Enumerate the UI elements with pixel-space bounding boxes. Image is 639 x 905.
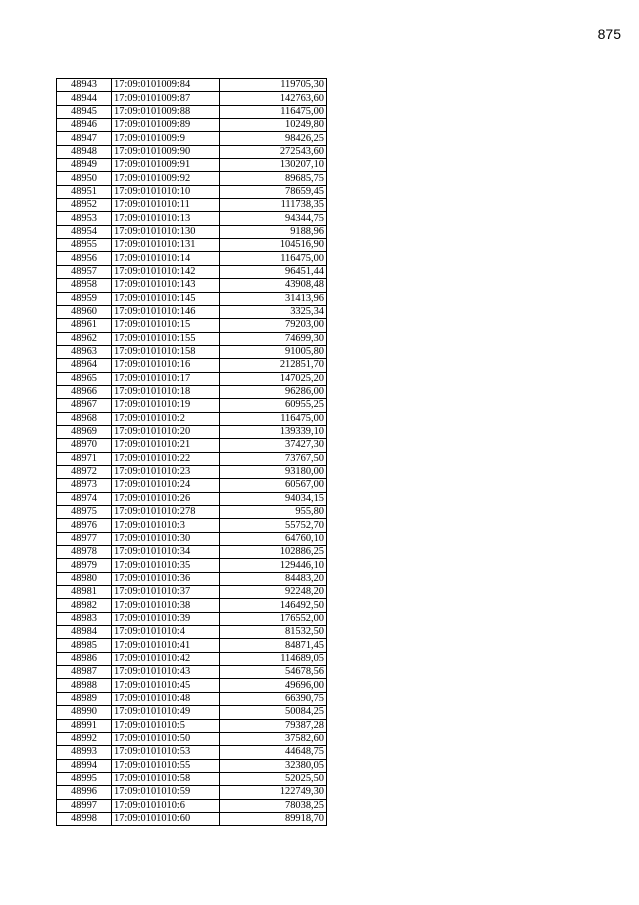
table-row [57,79,327,92]
row-id-cell: 48975 [57,506,112,519]
cadastral-number-cell: 17:09:0101010:55 [112,759,220,772]
table-row [57,345,327,358]
table-row [57,332,327,345]
cadastral-number-cell: 17:09:0101010:30 [112,532,220,545]
amount-cell: 122749,30 [220,786,327,799]
amount-cell: 96286,00 [220,385,327,398]
cadastral-number-cell: 17:09:0101010:130 [112,225,220,238]
amount-cell: 84871,45 [220,639,327,652]
table-row [57,425,327,438]
amount-cell: 96451,44 [220,265,327,278]
row-id-cell: 48974 [57,492,112,505]
cadastral-number-cell: 17:09:0101010:10 [112,185,220,198]
table-row [57,692,327,705]
table-row [57,772,327,785]
table-row [57,185,327,198]
cadastral-number-cell: 17:09:0101010:58 [112,772,220,785]
row-id-cell: 48972 [57,465,112,478]
row-id-cell: 48952 [57,199,112,212]
row-id-cell: 48983 [57,612,112,625]
table-row [57,172,327,185]
cadastral-number-cell: 17:09:0101010:21 [112,439,220,452]
cadastral-number-cell: 17:09:0101009:92 [112,172,220,185]
cadastral-number-cell: 17:09:0101009:9 [112,132,220,145]
amount-cell: 955,80 [220,506,327,519]
row-id-cell: 48990 [57,706,112,719]
table-row [57,385,327,398]
amount-cell: 60567,00 [220,479,327,492]
table-row [57,479,327,492]
amount-cell: 142763,60 [220,92,327,105]
row-id-cell: 48986 [57,652,112,665]
cadastral-number-cell: 17:09:0101010:53 [112,746,220,759]
amount-cell: 10249,80 [220,119,327,132]
amount-cell: 176552,00 [220,612,327,625]
row-id-cell: 48984 [57,626,112,639]
table-row [57,732,327,745]
amount-cell: 31413,96 [220,292,327,305]
table-row [57,319,327,332]
page-number: 875 [597,26,621,42]
table-row [57,279,327,292]
table-row [57,612,327,625]
cadastral-number-cell: 17:09:0101010:4 [112,626,220,639]
cadastral-number-cell: 17:09:0101010:36 [112,572,220,585]
row-id-cell: 48973 [57,479,112,492]
row-id-cell: 48959 [57,292,112,305]
row-id-cell: 48950 [57,172,112,185]
amount-cell: 37427,30 [220,439,327,452]
table-row [57,92,327,105]
row-id-cell: 48947 [57,132,112,145]
amount-cell: 92248,20 [220,586,327,599]
amount-cell: 93180,00 [220,465,327,478]
amount-cell: 43908,48 [220,279,327,292]
table-row [57,265,327,278]
row-id-cell: 48977 [57,532,112,545]
cadastral-number-cell: 17:09:0101010:20 [112,425,220,438]
amount-cell: 84483,20 [220,572,327,585]
amount-cell: 81532,50 [220,626,327,639]
amount-cell: 78038,25 [220,799,327,812]
row-id-cell: 48955 [57,239,112,252]
amount-cell: 114689,05 [220,652,327,665]
amount-cell: 129446,10 [220,559,327,572]
cadastral-number-cell: 17:09:0101010:158 [112,345,220,358]
table-row [57,746,327,759]
table-row [57,132,327,145]
amount-cell: 89918,70 [220,812,327,825]
amount-cell: 94034,15 [220,492,327,505]
cadastral-number-cell: 17:09:0101010:6 [112,799,220,812]
table-row [57,572,327,585]
amount-cell: 50084,25 [220,706,327,719]
cadastral-number-cell: 17:09:0101010:49 [112,706,220,719]
row-id-cell: 48979 [57,559,112,572]
table-row [57,626,327,639]
row-id-cell: 48968 [57,412,112,425]
table-row [57,679,327,692]
amount-cell: 66390,75 [220,692,327,705]
row-id-cell: 48970 [57,439,112,452]
row-id-cell: 48943 [57,79,112,92]
table-row [57,559,327,572]
row-id-cell: 48964 [57,359,112,372]
table-row [57,546,327,559]
row-id-cell: 48985 [57,639,112,652]
cadastral-number-cell: 17:09:0101010:39 [112,612,220,625]
cadastral-number-cell: 17:09:0101010:50 [112,732,220,745]
table-row [57,119,327,132]
row-id-cell: 48988 [57,679,112,692]
table-row [57,519,327,532]
row-id-cell: 48946 [57,119,112,132]
cadastral-number-cell: 17:09:0101010:22 [112,452,220,465]
row-id-cell: 48969 [57,425,112,438]
cadastral-number-cell: 17:09:0101010:37 [112,586,220,599]
table-body [57,79,327,826]
amount-cell: 130207,10 [220,159,327,172]
row-id-cell: 48953 [57,212,112,225]
row-id-cell: 48976 [57,519,112,532]
table-row [57,292,327,305]
table-row [57,212,327,225]
row-id-cell: 48989 [57,692,112,705]
table-row [57,452,327,465]
row-id-cell: 48978 [57,546,112,559]
cadastral-number-cell: 17:09:0101010:48 [112,692,220,705]
table-row [57,759,327,772]
cadastral-number-cell: 17:09:0101010:19 [112,399,220,412]
row-id-cell: 48995 [57,772,112,785]
table-row [57,719,327,732]
table-row [57,492,327,505]
cadastral-number-cell: 17:09:0101010:2 [112,412,220,425]
cadastral-number-cell: 17:09:0101009:87 [112,92,220,105]
amount-cell: 32380,05 [220,759,327,772]
cadastral-number-cell: 17:09:0101010:17 [112,372,220,385]
cadastral-number-cell: 17:09:0101010:18 [112,385,220,398]
cadastral-number-cell: 17:09:0101010:34 [112,546,220,559]
amount-cell: 91005,80 [220,345,327,358]
table-row [57,799,327,812]
table-row [57,412,327,425]
table-row [57,666,327,679]
row-id-cell: 48992 [57,732,112,745]
table-row [57,599,327,612]
table-row [57,465,327,478]
amount-cell: 116475,00 [220,412,327,425]
row-id-cell: 48960 [57,305,112,318]
cadastral-number-cell: 17:09:0101010:13 [112,212,220,225]
cadastral-number-cell: 17:09:0101010:41 [112,639,220,652]
cadastral-number-cell: 17:09:0101010:24 [112,479,220,492]
row-id-cell: 48963 [57,345,112,358]
table-row [57,399,327,412]
row-id-cell: 48949 [57,159,112,172]
row-id-cell: 48994 [57,759,112,772]
amount-cell: 272543,60 [220,145,327,158]
cadastral-number-cell: 17:09:0101010:143 [112,279,220,292]
data-table [56,78,327,826]
cadastral-number-cell: 17:09:0101010:145 [112,292,220,305]
amount-cell: 98426,25 [220,132,327,145]
cadastral-number-cell: 17:09:0101009:90 [112,145,220,158]
amount-cell: 79387,28 [220,719,327,732]
table-row [57,812,327,825]
amount-cell: 3325,34 [220,305,327,318]
row-id-cell: 48956 [57,252,112,265]
cadastral-number-cell: 17:09:0101010:59 [112,786,220,799]
amount-cell: 104516,90 [220,239,327,252]
cadastral-number-cell: 17:09:0101010:38 [112,599,220,612]
row-id-cell: 48945 [57,105,112,118]
row-id-cell: 48965 [57,372,112,385]
table-row [57,786,327,799]
table-row [57,532,327,545]
cadastral-number-cell: 17:09:0101010:35 [112,559,220,572]
cadastral-number-cell: 17:09:0101010:155 [112,332,220,345]
amount-cell: 52025,50 [220,772,327,785]
row-id-cell: 48958 [57,279,112,292]
table-row [57,199,327,212]
table-row [57,145,327,158]
amount-cell: 79203,00 [220,319,327,332]
table-row [57,439,327,452]
amount-cell: 119705,30 [220,79,327,92]
table-row [57,359,327,372]
amount-cell: 37582,60 [220,732,327,745]
amount-cell: 111738,35 [220,199,327,212]
row-id-cell: 48951 [57,185,112,198]
amount-cell: 49696,00 [220,679,327,692]
amount-cell: 89685,75 [220,172,327,185]
row-id-cell: 48982 [57,599,112,612]
amount-cell: 78659,45 [220,185,327,198]
amount-cell: 73767,50 [220,452,327,465]
cadastral-number-cell: 17:09:0101010:15 [112,319,220,332]
row-id-cell: 48996 [57,786,112,799]
cadastral-number-cell: 17:09:0101010:26 [112,492,220,505]
cadastral-number-cell: 17:09:0101010:23 [112,465,220,478]
cadastral-number-cell: 17:09:0101010:131 [112,239,220,252]
amount-cell: 9188,96 [220,225,327,238]
table-row [57,305,327,318]
row-id-cell: 48987 [57,666,112,679]
amount-cell: 55752,70 [220,519,327,532]
table-row [57,586,327,599]
cadastral-number-cell: 17:09:0101010:146 [112,305,220,318]
cadastral-number-cell: 17:09:0101009:88 [112,105,220,118]
amount-cell: 116475,00 [220,252,327,265]
row-id-cell: 48948 [57,145,112,158]
row-id-cell: 48971 [57,452,112,465]
row-id-cell: 48944 [57,92,112,105]
cadastral-number-cell: 17:09:0101010:60 [112,812,220,825]
table-row [57,372,327,385]
row-id-cell: 48997 [57,799,112,812]
table-row [57,652,327,665]
table-row [57,159,327,172]
cadastral-number-cell: 17:09:0101009:91 [112,159,220,172]
cadastral-number-cell: 17:09:0101010:16 [112,359,220,372]
row-id-cell: 48967 [57,399,112,412]
cadastral-number-cell: 17:09:0101010:5 [112,719,220,732]
cadastral-number-cell: 17:09:0101010:43 [112,666,220,679]
amount-cell: 44648,75 [220,746,327,759]
row-id-cell: 48961 [57,319,112,332]
cadastral-number-cell: 17:09:0101010:14 [112,252,220,265]
table-row [57,225,327,238]
amount-cell: 146492,50 [220,599,327,612]
table-row [57,506,327,519]
row-id-cell: 48966 [57,385,112,398]
amount-cell: 116475,00 [220,105,327,118]
table-row [57,105,327,118]
amount-cell: 212851,70 [220,359,327,372]
table-row [57,239,327,252]
amount-cell: 74699,30 [220,332,327,345]
row-id-cell: 48980 [57,572,112,585]
cadastral-number-cell: 17:09:0101010:142 [112,265,220,278]
table-row [57,252,327,265]
table-row [57,706,327,719]
row-id-cell: 48991 [57,719,112,732]
amount-cell: 60955,25 [220,399,327,412]
row-id-cell: 48998 [57,812,112,825]
amount-cell: 102886,25 [220,546,327,559]
cadastral-number-cell: 17:09:0101010:11 [112,199,220,212]
cadastral-number-cell: 17:09:0101010:3 [112,519,220,532]
row-id-cell: 48962 [57,332,112,345]
table-row [57,639,327,652]
row-id-cell: 48993 [57,746,112,759]
cadastral-number-cell: 17:09:0101009:84 [112,79,220,92]
cadastral-number-cell: 17:09:0101010:45 [112,679,220,692]
row-id-cell: 48954 [57,225,112,238]
amount-cell: 94344,75 [220,212,327,225]
cadastral-number-cell: 17:09:0101010:42 [112,652,220,665]
amount-cell: 147025,20 [220,372,327,385]
row-id-cell: 48981 [57,586,112,599]
amount-cell: 139339,10 [220,425,327,438]
row-id-cell: 48957 [57,265,112,278]
cadastral-number-cell: 17:09:0101010:278 [112,506,220,519]
amount-cell: 54678,56 [220,666,327,679]
cadastral-number-cell: 17:09:0101009:89 [112,119,220,132]
amount-cell: 64760,10 [220,532,327,545]
